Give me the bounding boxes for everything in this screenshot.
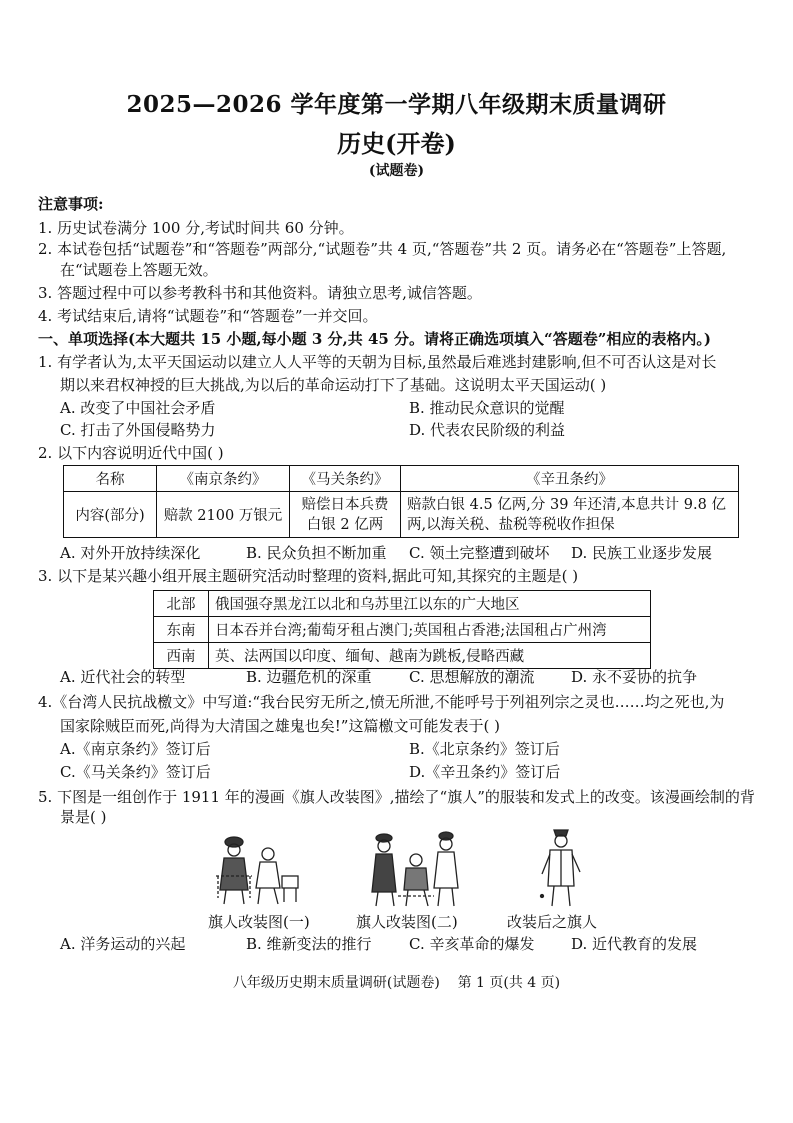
table-row xyxy=(154,591,651,617)
section-heading: 一、单项选择(本大题共 15 小题,每小题 3 分,共 45 分。请将正确选项填入“答题卷”相应的表格内。) xyxy=(38,330,711,348)
q4-option-c: C.《马关条约》签订后 xyxy=(60,763,211,781)
region-label: 东南 xyxy=(154,617,209,643)
q4-option-d: D.《辛丑条约》签订后 xyxy=(409,763,561,781)
q5-option-d: D. 近代教育的发展 xyxy=(571,935,698,953)
q5-option-a: A. 洋务运动的兴起 xyxy=(60,935,186,953)
region-content: 俄国强夺黑龙江以北和乌苏里江以东的广大地区 xyxy=(209,591,651,617)
q1-option-b: B. 推动民众意识的觉醒 xyxy=(409,399,565,417)
q3-option-b: B. 边疆危机的深重 xyxy=(246,668,372,686)
q1-option-d: D. 代表农民阶级的利益 xyxy=(409,421,566,439)
table-cell-nanjing: 赔款 2100 万银元 xyxy=(157,492,290,538)
note-item-2-cont: 在“试题卷上答题无效。 xyxy=(60,261,218,279)
q2-treaty-table xyxy=(63,465,739,538)
region-label: 北部 xyxy=(154,591,209,617)
region-content: 日本吞并台湾;葡萄牙租占澳门;英国租占香港;法国租占广州湾 xyxy=(209,617,651,643)
xinchou-line2: 两,以海关税、盐税等税收作担保 xyxy=(407,516,615,533)
note-item-4: 4. 考试结束后,请将“试题卷”和“答题卷”一并交回。 xyxy=(38,307,378,325)
q5-stem-line1: 5. 下图是一组创作于 1911 年的漫画《旗人改装图》,描绘了“旗人”的服装和发式上的改变。该漫画绘制的背 xyxy=(38,788,755,806)
page-footer: 八年级历史期末质量调研(试题卷) 第 1 页(共 4 页) xyxy=(232,975,561,991)
cartoon-qiren-1-image xyxy=(212,828,302,908)
q4-option-b: B.《北京条约》签订后 xyxy=(409,740,560,758)
q5-option-b: B. 维新变法的推行 xyxy=(246,935,372,953)
table-cell-maguan xyxy=(290,492,401,538)
q2-stem: 2. 以下内容说明近代中国( ) xyxy=(38,444,224,462)
table-header-xinchou: 《辛丑条约》 xyxy=(401,466,739,492)
table-header-maguan: 《马关条约》 xyxy=(290,466,401,492)
q1-stem-line2: 期以来君权神授的巨大挑战,为以后的革命运动打下了基础。这说明太平天国运动( ) xyxy=(60,376,607,394)
q3-option-a: A. 近代社会的转型 xyxy=(60,668,186,686)
note-item-2: 2. 本试卷包括“试题卷”和“答题卷”两部分,“试题卷”共 4 页,“答题卷”共 2 页。请务必在“答题卷”上答题, xyxy=(38,240,727,258)
q1-option-a: A. 改变了中国社会矛盾 xyxy=(60,399,216,417)
q3-region-table xyxy=(153,590,651,669)
table-header-row xyxy=(64,466,739,492)
region-content: 英、法两国以印度、缅甸、越南为跳板,侵略西藏 xyxy=(209,643,651,669)
q2-option-a: A. 对外开放持续深化 xyxy=(60,544,201,562)
table-row xyxy=(154,643,651,669)
cartoon-qiren-after-image xyxy=(536,826,586,910)
q1-stem-line1: 1. 有学者认为,太平天国运动以建立人人平等的天朝为目标,虽然最后难逃封建影响,但不可否认这是对长 xyxy=(38,353,717,371)
q5-option-c: C. 辛亥革命的爆发 xyxy=(409,935,535,953)
q2-option-b: B. 民众负担不断加重 xyxy=(246,544,387,562)
subject-title: 历史(开卷) xyxy=(337,129,456,158)
table-header-name: 名称 xyxy=(64,466,157,492)
q4-option-a: A.《南京条约》签订后 xyxy=(60,740,211,758)
note-item-3: 3. 答题过程中可以参考教科书和其他资料。请独立思考,诚信答题。 xyxy=(38,284,482,302)
note-item-1: 1. 历史试卷满分 100 分,考试时间共 60 分钟。 xyxy=(38,219,354,237)
table-cell-xinchou xyxy=(401,492,739,538)
q4-stem-line2: 国家除贼臣而死,尚得为大清国之雄鬼也矣!”这篇檄文可能发表于( ) xyxy=(60,717,500,735)
q2-option-c: C. 领土完整遭到破坏 xyxy=(409,544,550,562)
cartoon-caption-2: 旗人改装图(二) xyxy=(356,913,458,931)
maguan-line1: 赔偿日本兵费 xyxy=(301,496,389,513)
table-row xyxy=(154,617,651,643)
maguan-line2: 白银 2 亿两 xyxy=(306,516,384,533)
cartoon-caption-1: 旗人改装图(一) xyxy=(208,913,310,931)
paper-type-label: (试题卷) xyxy=(368,163,425,179)
region-label: 西南 xyxy=(154,643,209,669)
cartoon-caption-3: 改装后之旗人 xyxy=(507,913,598,931)
q3-option-d: D. 永不妥协的抗争 xyxy=(571,668,698,686)
q3-stem: 3. 以下是某兴趣小组开展主题研究活动时整理的资料,据此可知,其探究的主题是( ) xyxy=(38,567,579,585)
notes-heading: 注意事项: xyxy=(38,195,104,213)
table-row-label: 内容(部分) xyxy=(64,492,157,538)
q1-option-c: C. 打击了外国侵略势力 xyxy=(60,421,216,439)
cartoon-qiren-2-image xyxy=(366,826,466,910)
q4-stem-line1: 4.《台湾人民抗战檄文》中写道:“我台民穷无所之,愤无所泄,不能呼号于列祖列宗之灵也……均之死也,为 xyxy=(38,693,725,711)
q2-option-d: D. 民族工业逐步发展 xyxy=(571,544,713,562)
exam-title: 2025—2026 学年度第一学期八年级期末质量调研 xyxy=(126,91,667,118)
q5-stem-line2: 景是( ) xyxy=(60,808,107,826)
table-row xyxy=(64,492,739,538)
table-header-nanjing: 《南京条约》 xyxy=(157,466,290,492)
xinchou-line1: 赔款白银 4.5 亿两,分 39 年还清,本息共计 9.8 亿 xyxy=(407,496,726,513)
q3-option-c: C. 思想解放的潮流 xyxy=(409,668,535,686)
